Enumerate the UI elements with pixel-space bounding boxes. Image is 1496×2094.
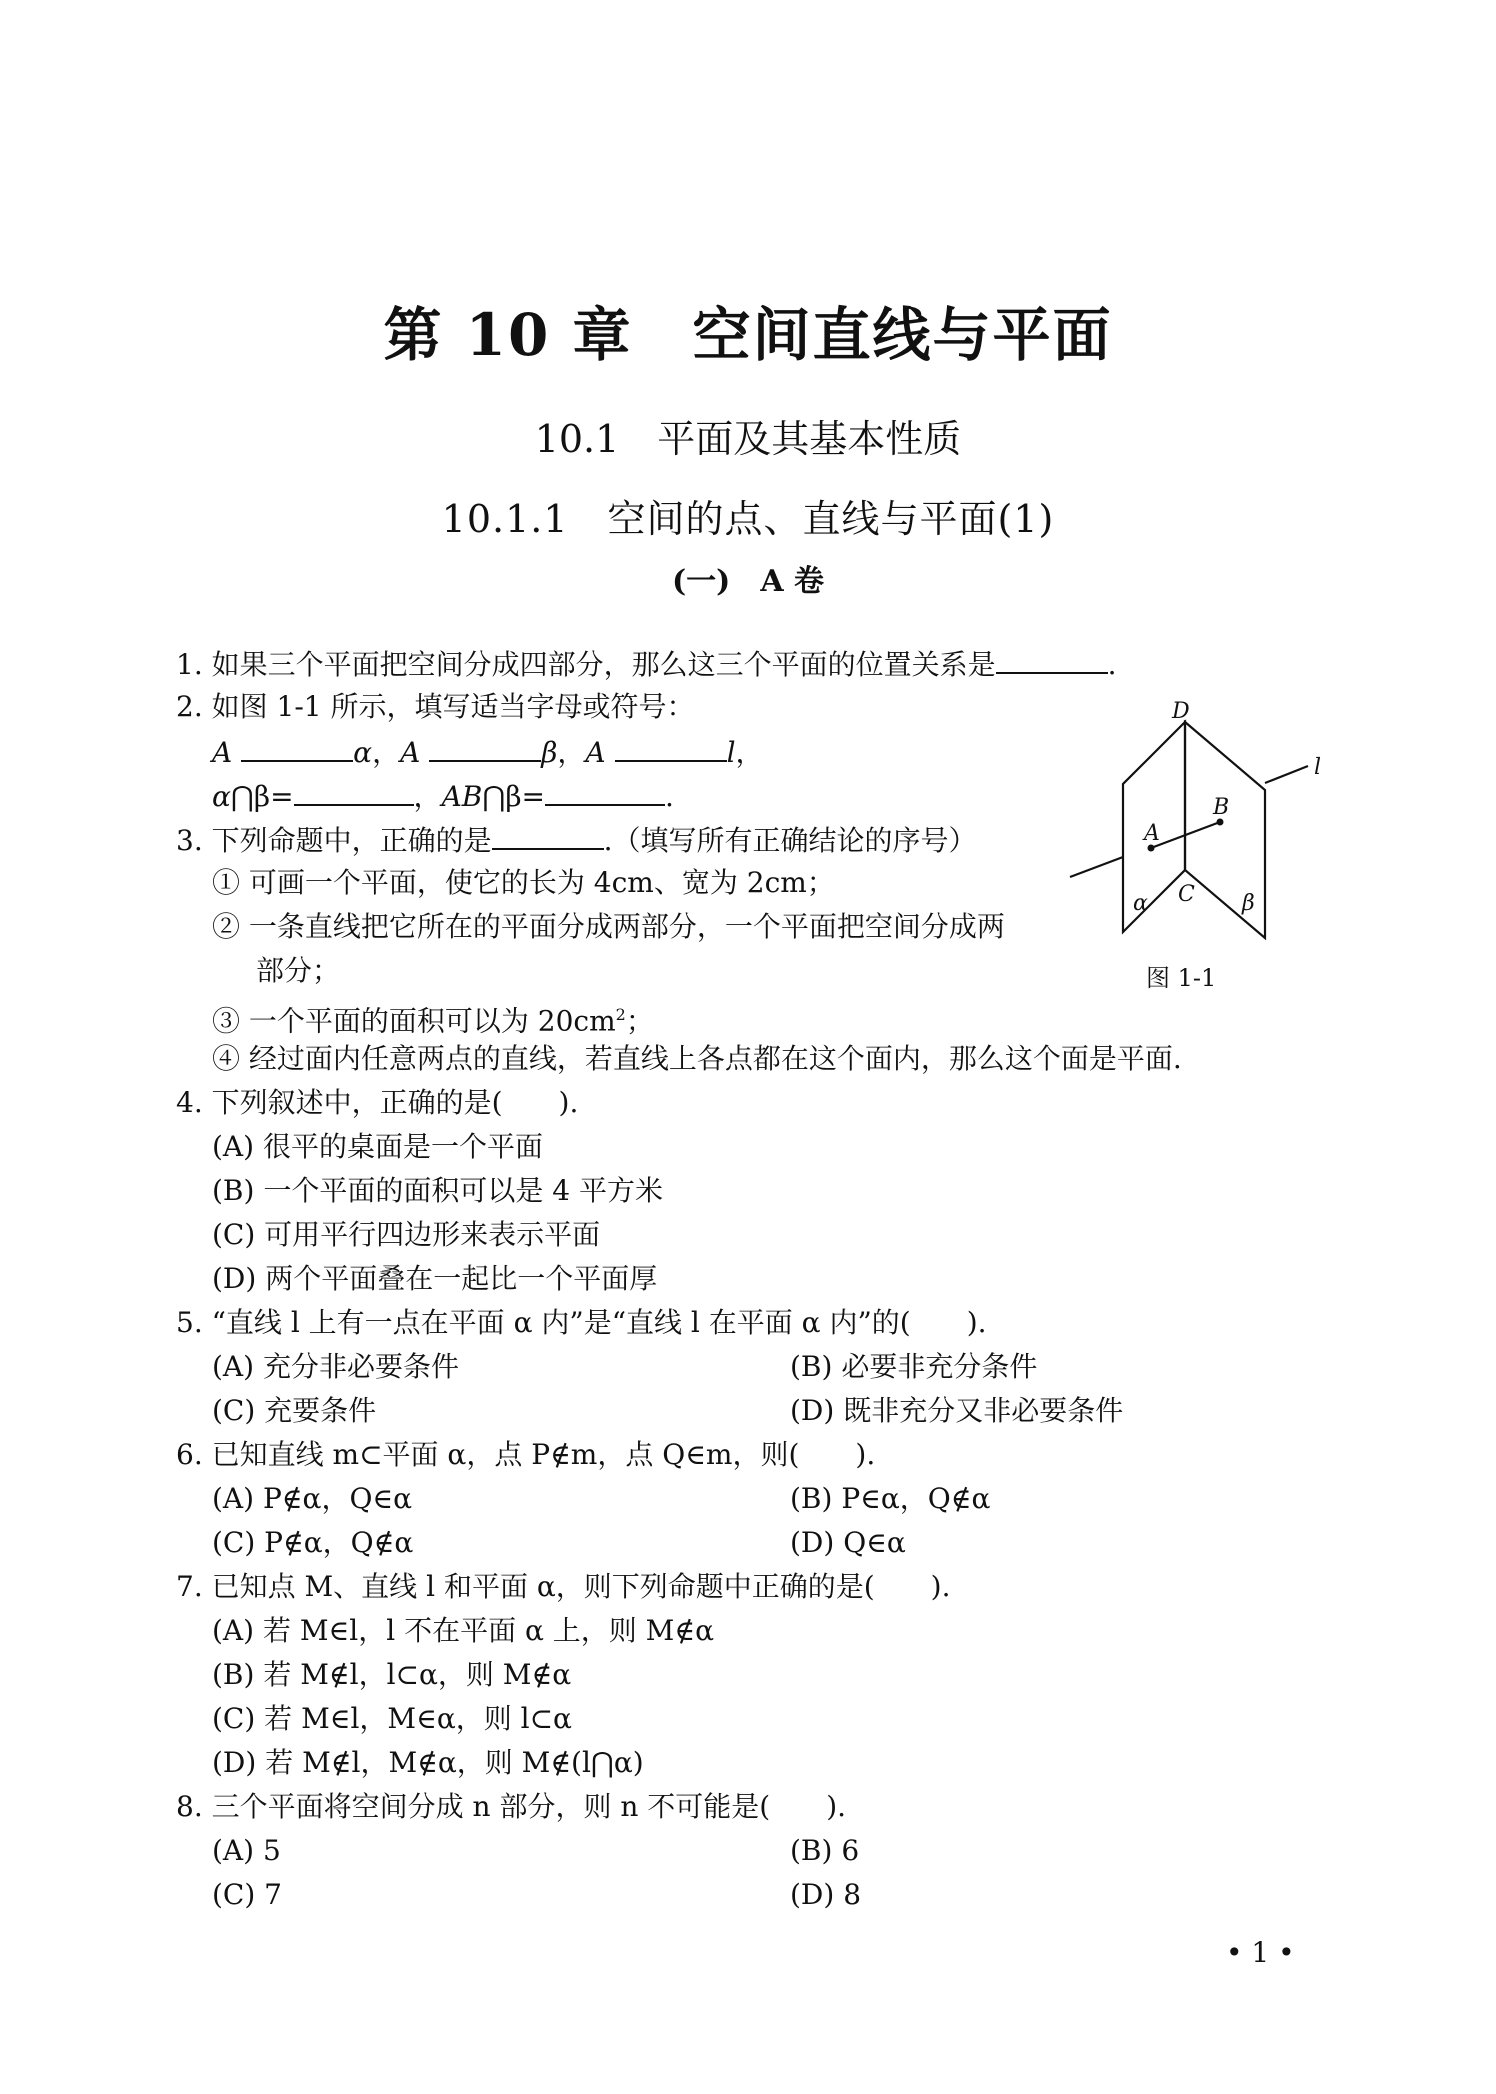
option-d[interactable]: (D) 既非充分又非必要条件: [790, 1394, 1124, 1427]
answer-blank[interactable]: [545, 778, 665, 806]
question-2-end: .: [664, 780, 674, 813]
point-a: A: [212, 736, 233, 769]
section-title: 10.1 平面及其基本性质: [534, 417, 962, 461]
option-c[interactable]: (C) 充要条件: [212, 1394, 377, 1427]
question-1: [176, 646, 1117, 682]
question-8-text: 8. 三个平面将空间分成 n 部分，则 n 不可能是( ).: [176, 1790, 847, 1823]
paper-label: (一) A 卷: [671, 564, 825, 599]
separator: ，: [413, 780, 442, 813]
option-a[interactable]: (A) 5: [212, 1834, 281, 1867]
label-c: C: [1178, 882, 1195, 907]
option-c[interactable]: (C) 可用平行四边形来表示平面: [212, 1218, 601, 1251]
page-number: • 1 •: [1226, 1936, 1295, 1969]
label-b: B: [1213, 795, 1230, 820]
option-d[interactable]: (D) 若 M∉l，M∉α，则 M∉(l⋂α): [212, 1746, 644, 1779]
label-beta: β: [1242, 891, 1255, 916]
question-5-text: 5. “直线 l 上有一点在平面 α 内”是“直线 l 在平面 α 内”的( ).: [176, 1306, 987, 1339]
question-4-text: 4. 下列叙述中，正确的是( ).: [176, 1086, 579, 1119]
option-b[interactable]: (B) P∈α，Q∉α: [790, 1482, 991, 1515]
figure-1-1: [1060, 700, 1340, 950]
separator: ，: [557, 736, 586, 769]
question-1-text: 1. 如果三个平面把空间分成四部分，那么这三个平面的位置关系是: [176, 648, 996, 681]
question-6-text: 6. 已知直线 m⊂平面 α，点 P∉m，点 Q∈m，则( ).: [176, 1438, 876, 1471]
answer-blank[interactable]: [996, 646, 1108, 674]
answer-blank[interactable]: [492, 822, 604, 850]
statement-3: [212, 998, 654, 1038]
line-l: l: [726, 736, 736, 769]
option-d[interactable]: (D) 两个平面叠在一起比一个平面厚: [212, 1262, 658, 1295]
line-l-segment: [1265, 766, 1308, 783]
chapter-title: 第 10 章 空间直线与平面: [383, 301, 1113, 369]
option-a[interactable]: (A) 很平的桌面是一个平面: [212, 1130, 543, 1163]
label-a: A: [1144, 821, 1160, 846]
plane-beta: β: [541, 736, 558, 769]
question-1-end: .: [1107, 648, 1117, 681]
option-b[interactable]: (B) 6: [790, 1834, 860, 1867]
option-c[interactable]: (C) P∉α，Q∉α: [212, 1526, 414, 1559]
superscript: 2: [615, 1005, 626, 1024]
question-2-text: 2. 如图 1-1 所示，填写适当字母或符号：: [176, 690, 695, 723]
separator: ，: [735, 736, 764, 769]
label-l: l: [1314, 755, 1322, 780]
label-d: D: [1172, 700, 1190, 724]
answer-blank[interactable]: [429, 734, 541, 762]
option-a[interactable]: (A) P∉α，Q∈α: [212, 1482, 413, 1515]
question-3-suffix: .（填写所有正确结论的序号）: [603, 824, 977, 857]
statement-3-text: ③ 一个平面的面积可以为 20cm: [212, 1004, 616, 1038]
separator: ，: [372, 736, 401, 769]
question-2-line-2: [212, 778, 674, 814]
point-a: A: [585, 736, 606, 769]
answer-blank[interactable]: [241, 734, 353, 762]
option-d[interactable]: (D) 8: [790, 1878, 862, 1911]
plane-alpha: α: [353, 736, 373, 769]
figure-caption: 图 1-1: [1146, 964, 1217, 992]
question-2-line-1: [212, 734, 764, 770]
subsection-title: 10.1.1 空间的点、直线与平面(1): [441, 497, 1055, 541]
answer-blank[interactable]: [615, 734, 727, 762]
statement-2-continued: 部分；: [256, 954, 341, 987]
label-alpha: α: [1133, 891, 1148, 916]
option-b[interactable]: (B) 若 M∉l，l⊂α，则 M∉α: [212, 1658, 572, 1691]
option-a[interactable]: (A) 充分非必要条件: [212, 1350, 459, 1383]
statement-4: ④ 经过面内任意两点的直线，若直线上各点都在这个面内，那么这个面是平面.: [212, 1042, 1182, 1075]
question-3-text: 3. 下列命题中，正确的是: [176, 824, 492, 857]
intersection-expression: ⋂β=: [230, 780, 294, 813]
answer-blank[interactable]: [294, 778, 414, 806]
segment-ab: AB: [441, 780, 483, 813]
option-c[interactable]: (C) 若 M∈l，M∈α，则 l⊂α: [212, 1702, 572, 1735]
statement-2: ② 一条直线把它所在的平面分成两部分，一个平面把空间分成两: [212, 910, 1005, 943]
option-b[interactable]: (B) 必要非充分条件: [790, 1350, 1038, 1383]
intersection-expression: ⋂β=: [482, 780, 545, 813]
line-l-segment: [1070, 857, 1123, 877]
option-b[interactable]: (B) 一个平面的面积可以是 4 平方米: [212, 1174, 663, 1207]
statement-1: ① 可画一个平面，使它的长为 4cm、宽为 2cm；: [212, 866, 835, 899]
option-d[interactable]: (D) Q∈α: [790, 1526, 906, 1559]
question-7-text: 7. 已知点 M、直线 l 和平面 α，则下列命题中正确的是( ).: [176, 1570, 951, 1603]
question-3: [176, 822, 977, 858]
plane-alpha: α: [212, 780, 231, 813]
statement-3-end: ；: [625, 1004, 654, 1038]
point-a: A: [400, 736, 421, 769]
option-a[interactable]: (A) 若 M∈l，l 不在平面 α 上，则 M∉α: [212, 1614, 714, 1647]
option-c[interactable]: (C) 7: [212, 1878, 282, 1911]
